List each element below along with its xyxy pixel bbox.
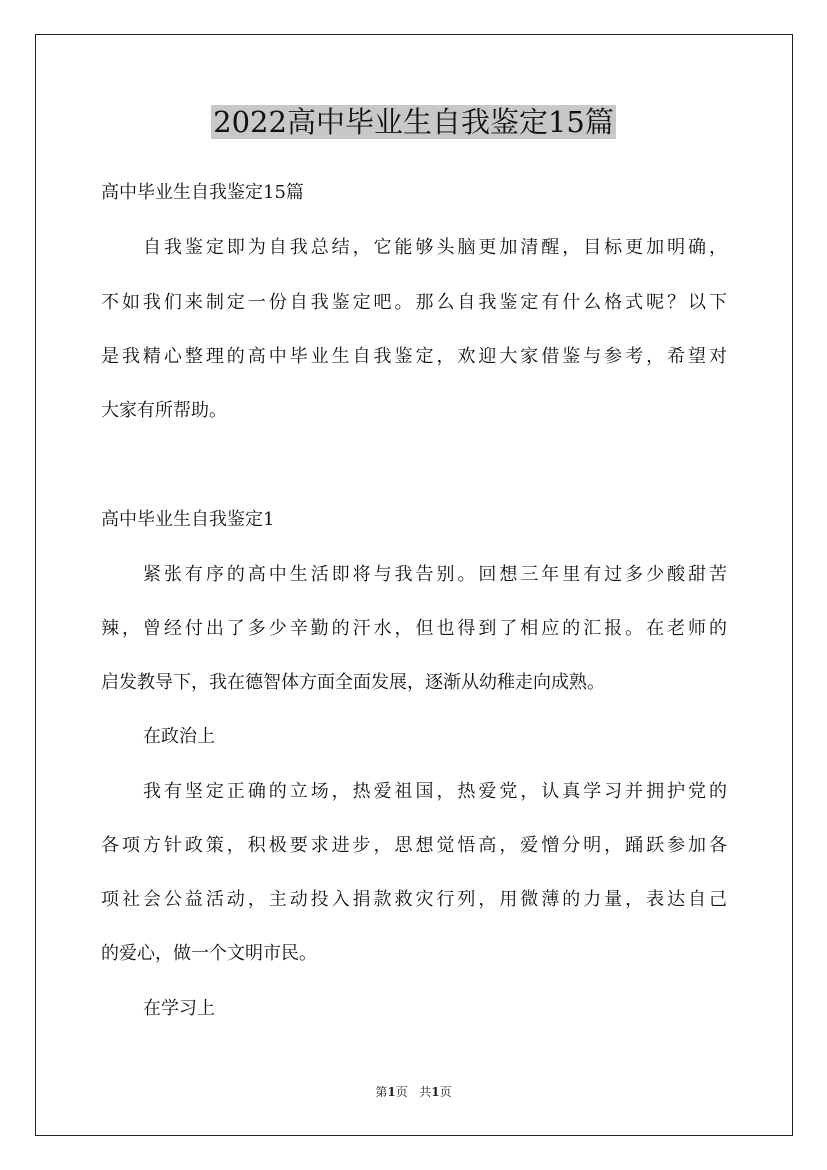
- footer-page-number: 1: [387, 1085, 396, 1099]
- section-line-2: 辣，曾经付出了多少辛勤的汗水，但也得到了相应的汇报。在老师的: [101, 618, 727, 639]
- document-subtitle: 高中毕业生自我鉴定15篇: [101, 182, 304, 203]
- politics-line-2: 各项方针政策，积极要求进步，思想觉悟高，爱憎分明，踊跃参加各: [101, 835, 727, 856]
- footer-total-word: 页: [439, 1085, 452, 1099]
- footer-prefix: 第: [375, 1085, 388, 1099]
- politics-heading: 在政治上: [143, 726, 215, 747]
- intro-line-1: 自我鉴定即为自我总结，它能够头脑更加清醒，目标更加明确，: [143, 237, 727, 258]
- section-line-3: 启发教导下，我在德智体方面全面发展，逐渐从幼稚走向成熟。: [101, 672, 605, 693]
- footer-page-word: 页: [395, 1085, 408, 1099]
- politics-line-3: 项社会公益活动，主动投入捐款救灾行列，用微薄的力量，表达自己: [101, 889, 727, 910]
- intro-line-4: 大家有所帮助。: [101, 400, 227, 421]
- section-line-1: 紧张有序的高中生活即将与我告别。回想三年里有过多少酸甜苦: [143, 564, 727, 585]
- section-heading: 高中毕业生自我鉴定1: [101, 509, 275, 530]
- politics-line-4: 的爱心，做一个文明市民。: [101, 943, 317, 964]
- footer-total-prefix: 共: [419, 1085, 432, 1099]
- study-heading: 在学习上: [143, 998, 215, 1019]
- footer-total-pages: 1: [431, 1085, 440, 1099]
- document-title: [0, 102, 827, 142]
- intro-line-3: 是我精心整理的高中毕业生自我鉴定，欢迎大家借鉴与参考，希望对: [101, 346, 727, 367]
- document-title-text: 2022高中毕业生自我鉴定15篇: [213, 105, 614, 139]
- page-footer: [0, 1083, 827, 1101]
- intro-line-2: 不如我们来制定一份自我鉴定吧。那么自我鉴定有什么格式呢？以下: [101, 292, 727, 313]
- politics-line-1: 我有坚定正确的立场，热爱祖国，热爱党，认真学习并拥护党的: [143, 781, 727, 802]
